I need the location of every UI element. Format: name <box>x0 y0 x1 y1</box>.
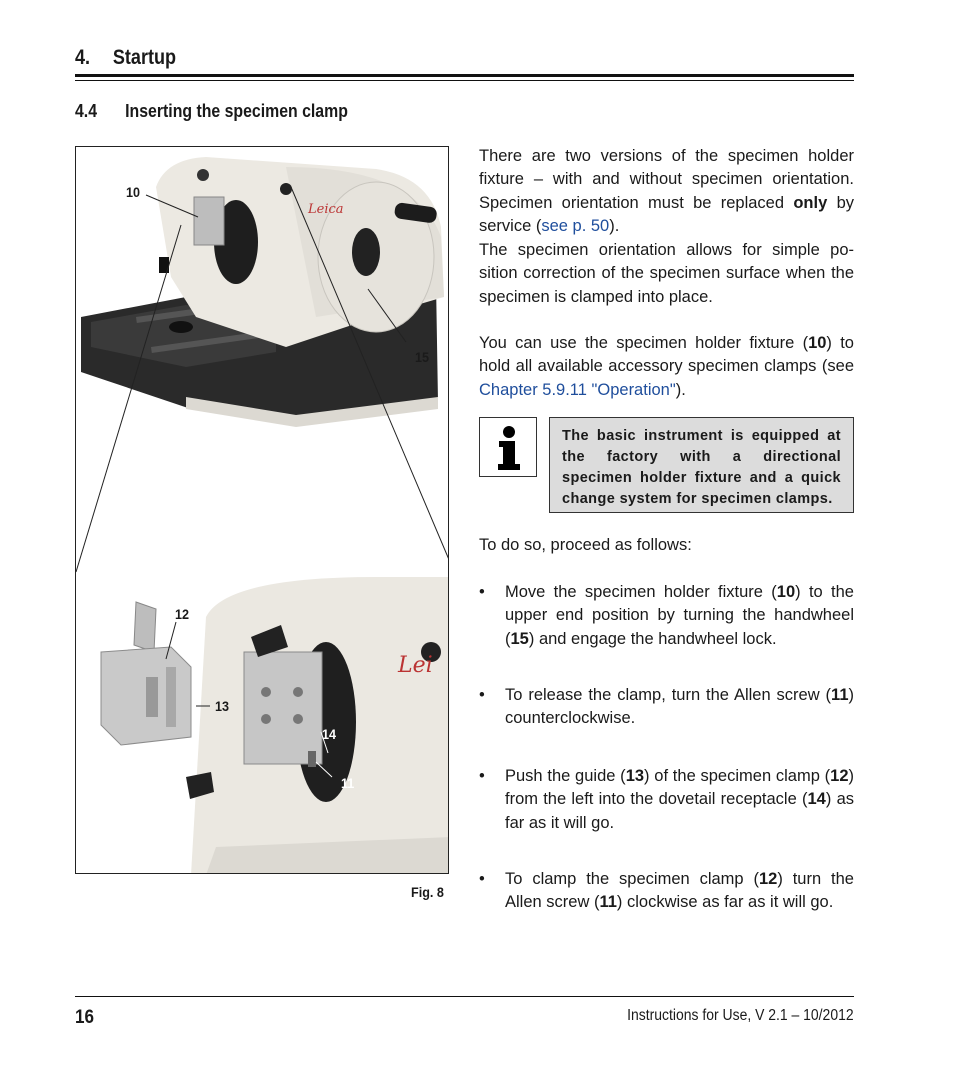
section-heading <box>75 46 176 70</box>
procedure-intro-text: To do so, proceed as follows: <box>479 536 692 554</box>
intro-paragraph-2 <box>479 239 854 309</box>
svg-text:Lei: Lei <box>398 653 433 678</box>
subsection-number: 4.4 <box>75 101 98 121</box>
footer-document-info: Instructions for Use, V 2.1 – 10/2012 <box>627 1007 854 1024</box>
intro-text: by service ( <box>479 193 854 235</box>
figure-microtome <box>75 146 449 874</box>
footer-rule <box>75 996 854 997</box>
note-box: The basic instrument is equipped at the factory with a directional specimen holder fixture and a quick change system for specimen clamps. <box>549 417 854 513</box>
callout-14: 14 <box>322 726 337 742</box>
callout-15: 15 <box>415 349 430 365</box>
bullet-icon: • <box>479 686 485 704</box>
bullet-icon: • <box>479 767 485 785</box>
chapter-reference-link[interactable]: Chapter 5.9.11 "Operation" <box>479 380 676 399</box>
callout-13: 13 <box>215 698 230 714</box>
intro-text: You can use the specimen holder fixture ( <box>479 334 809 352</box>
figure-caption: Fig. 8 <box>411 884 444 900</box>
callout-11: 11 <box>341 775 355 791</box>
microtome-illustration <box>76 147 449 874</box>
callout-12: 12 <box>175 606 190 622</box>
intro-text: ). <box>609 216 620 235</box>
section-number: 4. <box>75 46 91 69</box>
emphasis-only: only <box>793 193 828 212</box>
bullet-icon: • <box>479 583 485 601</box>
section-title: Startup <box>112 46 177 69</box>
step-text: Move the specimen holder fixture (10) to the upper end position by turning the handwheel (15) and engage the handwheel lock. <box>505 583 854 648</box>
intro-paragraph-1 <box>479 145 854 238</box>
procedure-intro <box>479 534 854 557</box>
step-text: To clamp the specimen clamp (12) turn the Allen screw (11) clockwise as far as it will go. <box>505 870 854 912</box>
reference-number: 10 <box>808 334 827 352</box>
page-number: 16 <box>75 1007 95 1028</box>
callout-10: 10 <box>126 184 141 200</box>
bullet-icon: • <box>479 870 485 888</box>
step-text: To release the clamp, turn the Allen screw (11) counterclockwise. <box>505 686 854 728</box>
svg-text:Leica: Leica <box>308 202 344 217</box>
intro-text: ). <box>675 380 686 399</box>
header-rule-thin <box>75 80 854 81</box>
intro-text: ) to hold all available accessory specimen clamps (see <box>479 334 854 376</box>
info-icon <box>479 417 537 477</box>
page-reference-link[interactable]: see p. 50 <box>541 216 610 235</box>
intro-text: The specimen orientation allows for simple po-sition correction of the specimen surface when the specimen is clamped into place. <box>479 241 854 306</box>
header-rule-thick <box>75 74 854 77</box>
step-text: Push the guide (13) of the specimen clamp (12) from the left into the dovetail receptacle (14) as far as it will go. <box>505 767 854 832</box>
subsection-title: Inserting the specimen clamp <box>125 101 348 121</box>
subsection-heading <box>75 101 348 122</box>
intro-text: There are two versions of the specimen holder fixture – with and without specimen orientation. Specimen orientation must be replaced <box>479 147 854 212</box>
intro-paragraph-3 <box>479 332 854 402</box>
specimen-clamp-closeup <box>101 577 449 874</box>
